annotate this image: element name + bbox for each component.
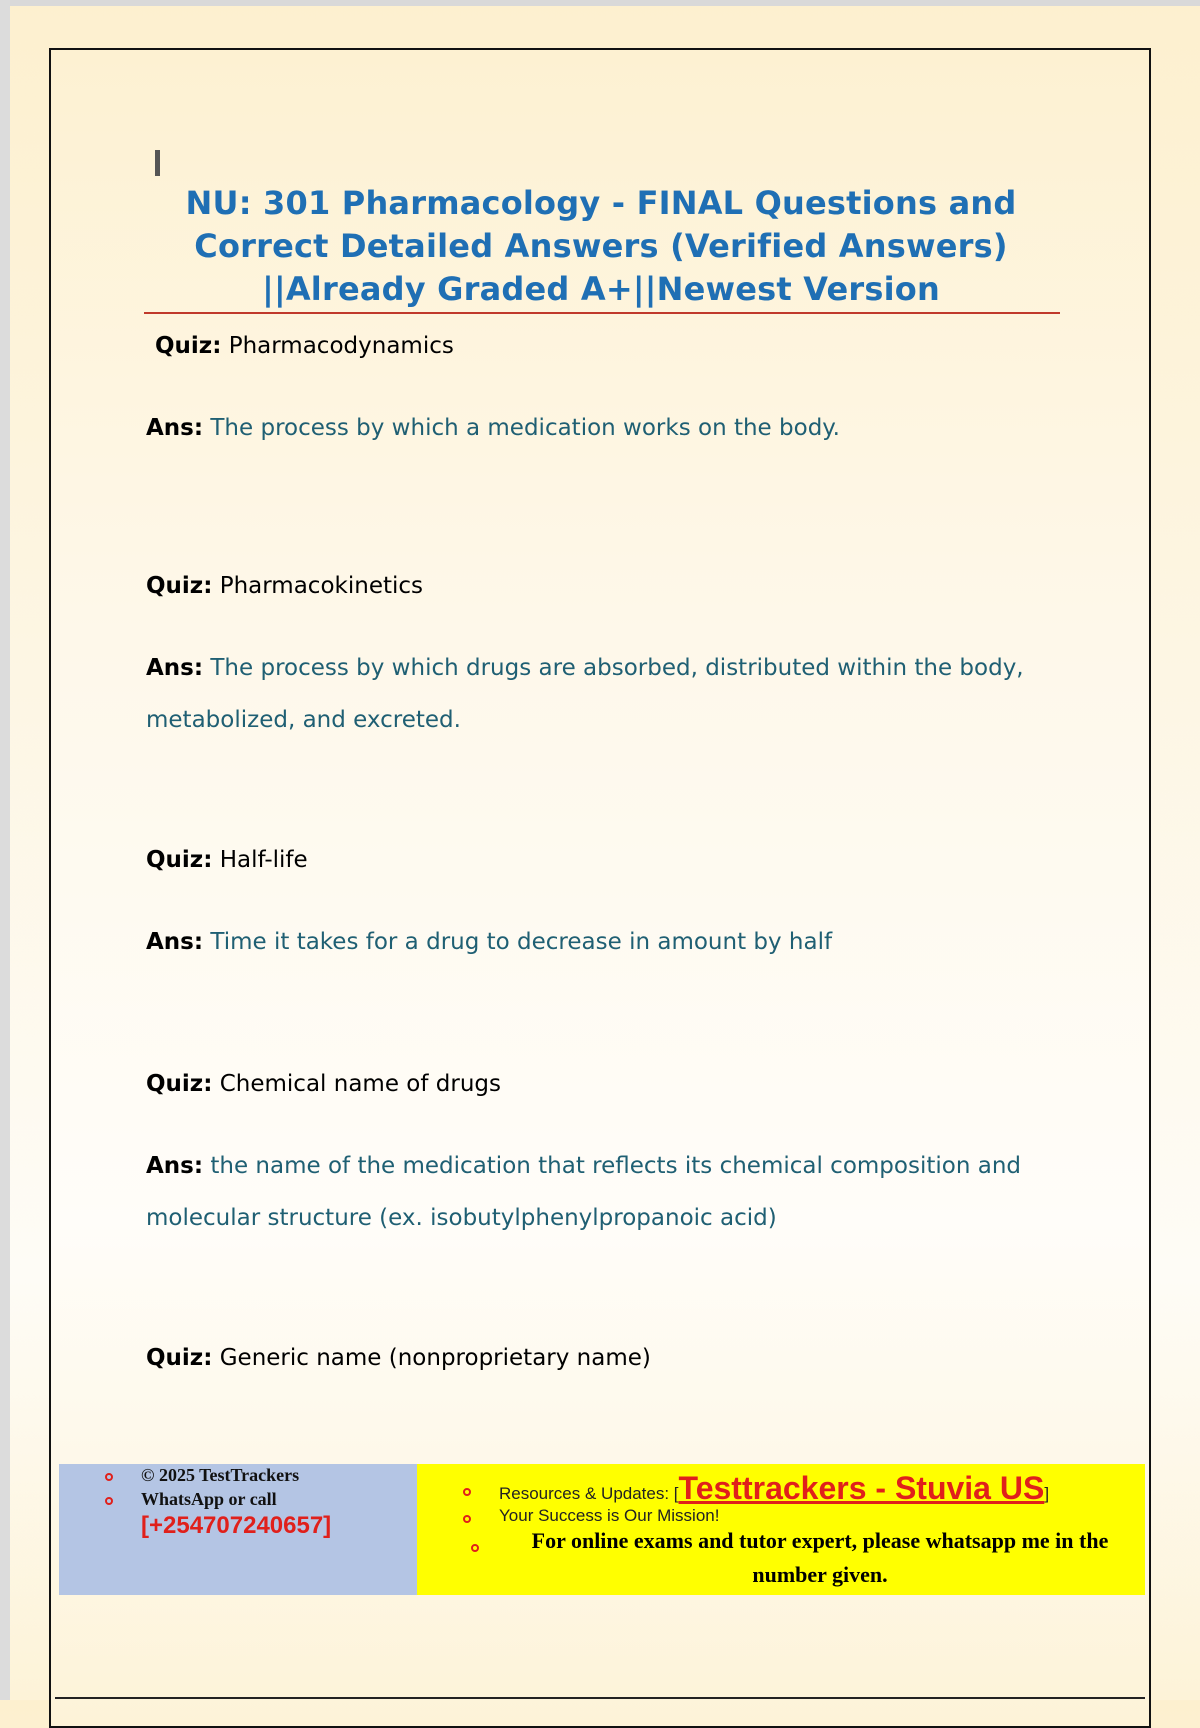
- quiz-question: [146, 1058, 501, 1110]
- bullet-icon: [105, 1497, 113, 1505]
- ans-label: Ans:: [146, 1153, 204, 1179]
- quiz-label: Quiz:: [146, 573, 213, 599]
- copyright-text: © 2025 TestTrackers: [141, 1465, 300, 1485]
- answer-text: The process by which a medication works on the body.: [210, 415, 840, 441]
- quiz-text: Half-life: [219, 847, 308, 873]
- resources-prefix: Resources & Updates: [: [499, 1484, 679, 1503]
- phone-number[interactable]: [+254707240657]: [141, 1512, 332, 1539]
- resources-line: [499, 1470, 1049, 1507]
- window-top-edge: [0, 0, 1200, 6]
- quiz-question: [146, 1332, 651, 1384]
- quiz-answer: [146, 402, 1026, 454]
- quiz-label: Quiz:: [146, 1345, 213, 1371]
- quiz-label: Quiz:: [155, 333, 222, 359]
- promo-text: For online exams and tutor expert, please whatsapp me in the number given.: [531, 1528, 1109, 1587]
- bullet-icon: [471, 1544, 479, 1552]
- document-title: [146, 182, 1056, 311]
- title-line-2: Correct Detailed Answers (Verified Answers): [194, 227, 1008, 265]
- stuvia-link[interactable]: Testtrackers - Stuvia US: [678, 1470, 1045, 1506]
- text-cursor: [155, 150, 160, 176]
- mission-text: Your Success is Our Mission!: [499, 1506, 720, 1525]
- answer-text: The process by which drugs are absorbed, distributed within the body, metabolized, and excreted.: [146, 655, 1024, 733]
- resources-suffix: ]: [1044, 1484, 1050, 1503]
- quiz-text: Pharmacodynamics: [228, 333, 454, 359]
- title-line-1: NU: 301 Pharmacology - FINAL Questions and: [185, 184, 1017, 222]
- answer-text: Time it takes for a drug to decrease in amount by half: [210, 929, 833, 955]
- quiz-text: Pharmacokinetics: [219, 573, 424, 599]
- title-line-3: ||Already Graded A+||Newest Version: [262, 270, 940, 308]
- quiz-answer: [146, 916, 1026, 968]
- quiz-answer: [146, 1140, 1026, 1244]
- quiz-question: [146, 560, 423, 612]
- ans-label: Ans:: [146, 415, 204, 441]
- ans-label: Ans:: [146, 929, 204, 955]
- quiz-label: Quiz:: [146, 1071, 213, 1097]
- window-left-edge: [0, 0, 10, 1700]
- quiz-label: Quiz:: [146, 847, 213, 873]
- quiz-answer: [146, 642, 1026, 746]
- title-divider: [144, 312, 1060, 314]
- page-bottom-edge: [55, 1697, 1145, 1699]
- answer-text: the name of the medication that reflects its chemical composition and molecular structure (ex. isobutylphenylpropanoic acid): [146, 1153, 1021, 1231]
- whatsapp-text: WhatsApp or call: [141, 1489, 277, 1509]
- ans-label: Ans:: [146, 655, 204, 681]
- quiz-text: Chemical name of drugs: [219, 1071, 501, 1097]
- quiz-question: [146, 834, 308, 886]
- bullet-icon: [463, 1515, 471, 1523]
- footer-contact-panel: [59, 1464, 417, 1595]
- footer-resources-panel: [417, 1464, 1145, 1595]
- bullet-icon: [463, 1488, 471, 1496]
- quiz-question: [155, 320, 454, 372]
- quiz-text: Generic name (nonproprietary name): [219, 1345, 651, 1371]
- bullet-icon: [105, 1473, 113, 1481]
